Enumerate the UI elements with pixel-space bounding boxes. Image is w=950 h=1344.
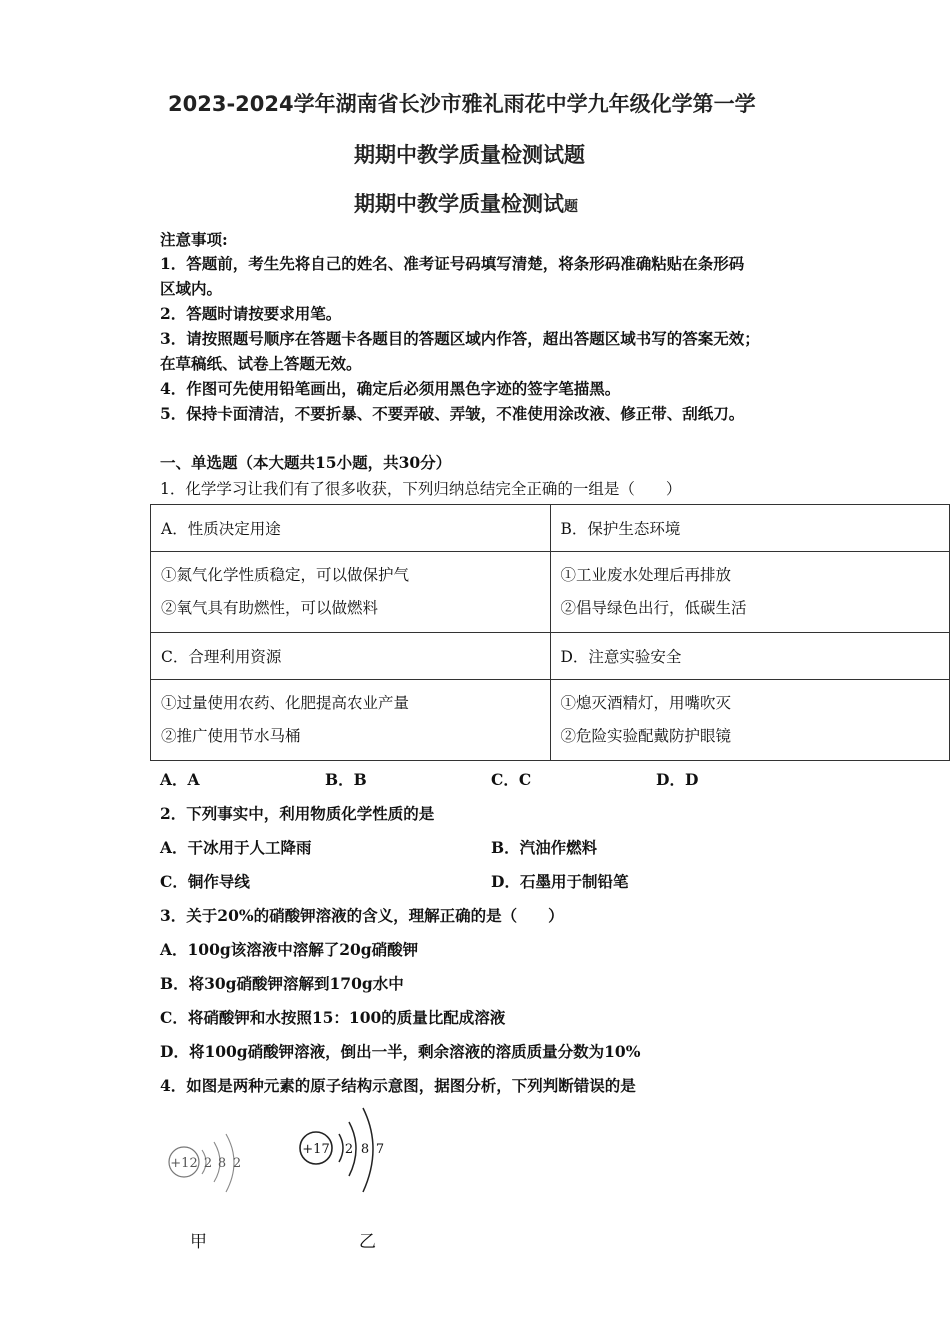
q1-option-a[interactable]: A．A	[160, 770, 200, 789]
atom-diagram-yi	[285, 1100, 405, 1205]
q3-stem: 3．关于20%的硝酸钾溶液的含义，理解正确的是（ ）	[160, 906, 564, 925]
notice-item: 5．保持卡面清洁，不要折暴、不要弄破、弄皱，不准使用涂改液、修正带、刮纸刀。	[160, 404, 745, 423]
notice-item: 1．答题前，考生先将自己的姓名、准考证号码填写清楚，将条形码准确粘贴在条形码	[160, 254, 745, 273]
notice-heading: 注意事项:	[160, 230, 228, 249]
page-title-line3-tail: 题	[564, 199, 578, 215]
q1-cell-a-body	[151, 552, 551, 633]
notice-item: 2．答题时请按要求用笔。	[160, 304, 342, 323]
notice-item: 3．请按照题号顺序在答题卡各题目的答题区域内作答，超出答题区域书写的答案无效；	[160, 329, 760, 348]
q3-option-c[interactable]: C．将硝酸钾和水按照15：100的质量比配成溶液	[160, 1008, 506, 1027]
q1-a-item-2: ②氧气具有助燃性，可以做燃料	[161, 599, 379, 617]
q1-cell-b-head: B．保护生态环境	[550, 505, 950, 552]
atom-yi-shell-3: 7	[375, 1142, 385, 1157]
q3-option-d[interactable]: D．将100g硝酸钾溶液，倒出一半，剩余溶液的溶质质量分数为10%	[160, 1042, 641, 1061]
atom-yi-shell-1: 2	[344, 1142, 354, 1157]
page-title-line3-main: 期期中教学质量检测试	[354, 192, 564, 216]
atom-jia-label: 甲	[190, 1232, 207, 1252]
q1-table	[150, 504, 950, 761]
q1-option-c[interactable]: C．C	[491, 770, 532, 789]
q1-cell-c-body	[151, 680, 551, 761]
q1-option-b[interactable]: B．B	[325, 770, 367, 789]
q1-cell-d-head: D．注意实验安全	[550, 633, 950, 680]
q2-option-b[interactable]: B．汽油作燃料	[491, 838, 598, 857]
notice-item: 4．作图可先使用铅笔画出，确定后必须用黑色字迹的签字笔描黑。	[160, 379, 621, 398]
atom-jia-shell-2: 8	[217, 1156, 227, 1171]
atom-jia-nucleus: +12	[170, 1156, 198, 1171]
page-title-line2: 期期中教学质量检测试题	[354, 143, 585, 167]
q2-stem: 2．下列事实中，利用物质化学性质的是	[160, 804, 435, 823]
atom-diagram-jia	[160, 1120, 270, 1210]
q1-d-item-2: ②危险实验配戴防护眼镜	[560, 727, 732, 745]
notice-item: 在草稿纸、试卷上答题无效。	[160, 354, 362, 373]
q4-stem: 4．如图是两种元素的原子结构示意图，据图分析，下列判断错误的是	[160, 1076, 636, 1095]
q1-b-item-1: ①工业废水处理后再排放	[560, 566, 732, 584]
atom-jia-shell-1: 2	[203, 1156, 213, 1171]
q1-cell-d-body	[550, 680, 950, 761]
atom-yi-label: 乙	[359, 1232, 376, 1252]
section-heading: 一、单选题（本大题共15小题，共30分）	[160, 453, 452, 472]
q1-d-item-1: ①熄灭酒精灯，用嘴吹灭	[560, 694, 732, 712]
q1-c-item-2: ②推广使用节水马桶	[161, 727, 301, 745]
q1-stem: 1．化学学习让我们有了很多收获，下列归纳总结完全正确的一组是（ ）	[160, 480, 682, 498]
page-title-line3	[354, 188, 578, 218]
q1-b-item-2: ②倡导绿色出行，低碳生活	[560, 599, 747, 617]
q1-cell-a-head: A．性质决定用途	[151, 505, 551, 552]
q1-cell-c-head: C．合理利用资源	[151, 633, 551, 680]
q2-option-d[interactable]: D．石墨用于制铅笔	[491, 872, 629, 891]
q2-option-a[interactable]: A．干冰用于人工降雨	[160, 838, 312, 857]
q1-a-item-1: ①氮气化学性质稳定，可以做保护气	[161, 566, 410, 584]
atom-yi-shell-arc	[339, 1134, 343, 1162]
notice-item: 区域内。	[160, 279, 223, 298]
q1-cell-b-body	[550, 552, 950, 633]
atom-jia-shell-3: 2	[232, 1156, 242, 1171]
q2-option-c[interactable]: C．铜作导线	[160, 872, 250, 891]
atom-yi-nucleus: +17	[302, 1142, 330, 1157]
q3-option-a[interactable]: A．100g该溶液中溶解了20g硝酸钾	[160, 940, 419, 959]
page-title-line1: 2023-2024学年湖南省长沙市雅礼雨花中学九年级化学第一学	[168, 92, 756, 116]
atom-yi-shell-2: 8	[360, 1142, 370, 1157]
q3-option-b[interactable]: B．将30g硝酸钾溶解到170g水中	[160, 974, 404, 993]
q1-option-d[interactable]: D．D	[656, 770, 699, 789]
q1-c-item-1: ①过量使用农药、化肥提高农业产量	[161, 694, 410, 712]
